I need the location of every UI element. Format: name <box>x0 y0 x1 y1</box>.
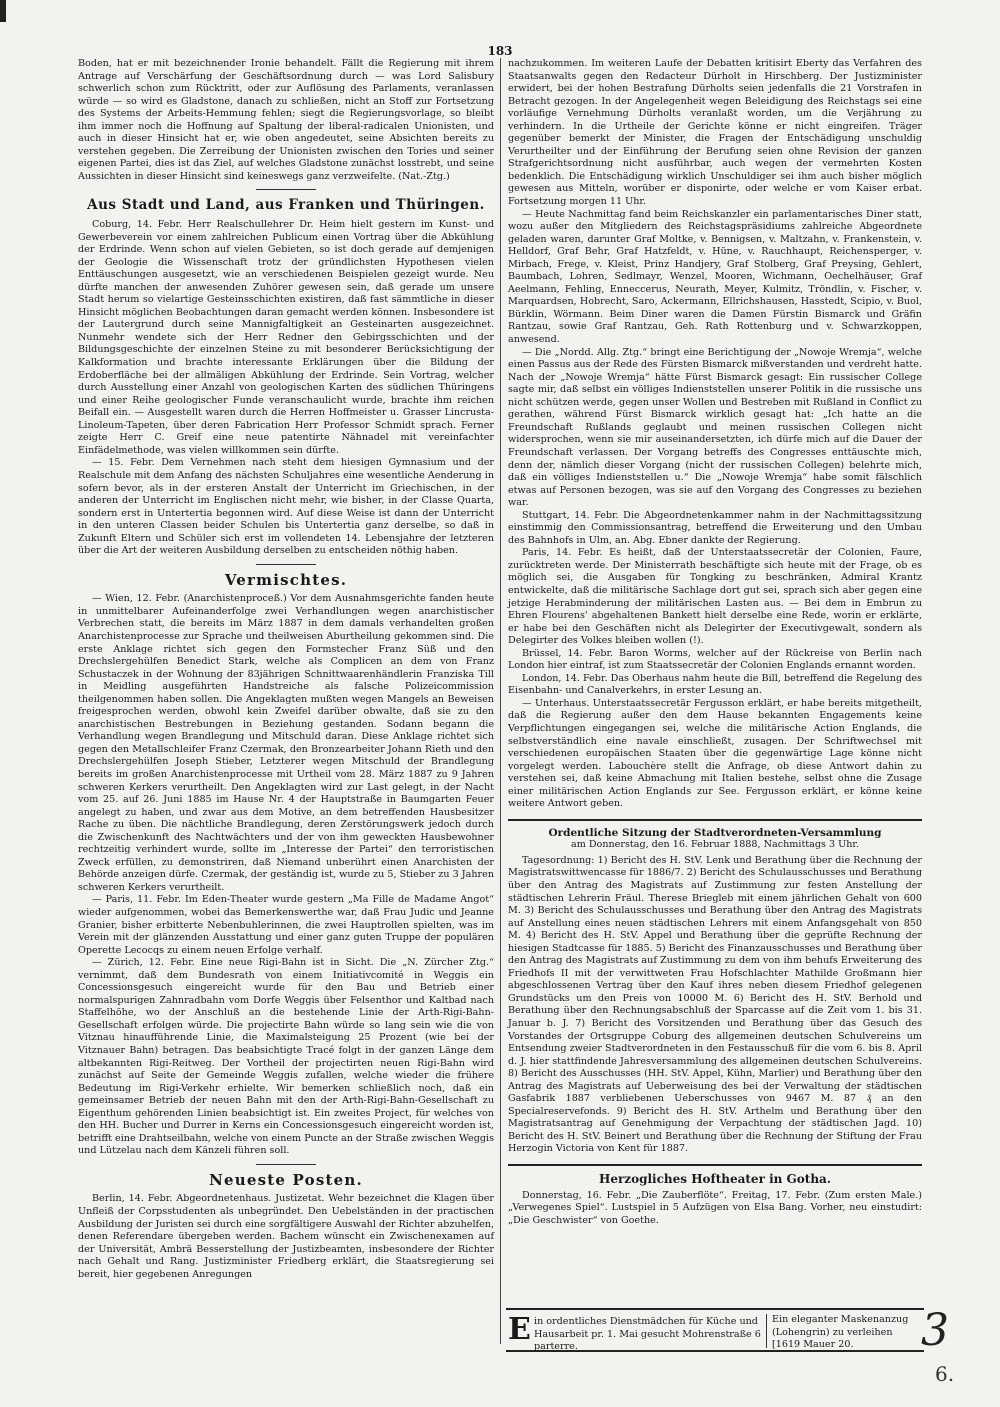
classified-ads <box>506 1308 924 1352</box>
ad-maskenanzug: Ein eleganter Maskenanzug (Lohengrin) zu verleihen [1619 Mauer 20. <box>772 1314 909 1351</box>
page-number: 183 <box>487 44 513 58</box>
article-berlin-continued: nachzukommen. Im weiteren Laufe der Debatten kritisirt Eberty das Verfahren des Staatsanwalts gegen den Redacteur Dürholt in Hirschberg. Der Justizminister erwidert, bei der hohen Bestrafung Dürholts seien jedenfalls die 21 Vorstrafen in Betracht gezogen. In der Angelegenheit wegen Beleidigung des Reichstags sei eine vorläufige Vernehmung Dürholts veranlaßt worden, um die Verjährung zu verhindern. In die Urtheile der Gerichte könne er nicht eingreifen. Träger gegenüber bemerkt der Minister, die Fragen der Entschädigung unschuldig Verurtheilter und der Einführung der Berufung seien ohne Revision der ganzen Strafgerichtsordnung nicht ausführbar, auch wegen der vermehrten Kosten bedenklich. Die Entschädigung wirklich Unschuldiger sei ihm auch bisher möglich gewesen aus Mitteln, worüber er disponirte, oder welche er vom Kaiser erbat. Fortsetzung morgen 11 Uhr. <box>508 58 922 208</box>
separator <box>256 564 316 565</box>
article-zuerich: — Zürich, 12. Febr. Eine neue Rigi-Bahn ist in Sicht. Die „N. Zürcher Ztg.“ vernimmt, daß dem Bundesrath von einem Initiativcomité in Weggis ein Concessionsgesuch eingereicht wurde für den Bau und Betrieb einer normalspurigen Zahnradbahn vom Dorfe Weggis über Felsenthor und Kaltbad nach Staffelhöhe, wo der Anschluß an die bestehende Linie der Arth-Rigi-Bahn-Gesellschaft erfolgen würde. Die projectirte Bahn würde so lang sein wie die von Vitznau hinaufführende Linie, die Maximalsteigung 25 Prozent (wie bei der Vitznauer Bahn) betragen. Das beabsichtigte Tracé folgt in der ganzen Länge dem altbekannten Rigi-Reitweg. Der Vortheil der projectirten neuen Rigi-Bahn wird zunächst auf Seite der Gemeinde Weggis zufallen, welche wieder die frühere Bedeutung im Rigi-Verkehr erhielte. Wir bemerken schließlich noch, daß ein gemeinsamer Betrieb der neuen Bahn mit den der Arth-Rigi-Bahn-Gesellschaft zu Eigenthum gehörenden Linien beabsichtigt ist. Ein zweites Project, für welches von den HH. Bucher und Durrer in Kerns ein Concessionsgesuch eingereicht worden ist, betrifft eine Drahtseilbahn, welche von einem Puncte an der Straße zwischen Weggis und Lützelau nach dem Känzeli führen soll. <box>78 957 494 1157</box>
section-heading-neueste-posten: Neueste Posten. <box>209 1170 363 1189</box>
notice-title: Ordentliche Sitzung der Stadtverordneten-Versammlung <box>548 826 882 839</box>
corner-mark: 6. <box>935 1362 955 1386</box>
handwritten-number: 3 <box>921 1305 949 1356</box>
theater-program: Donnerstag, 16. Febr. „Die Zauberflöte“. Freitag, 17. Febr. (Zum ersten Male.) „Verwegenes Spiel“. Lustspiel in 5 Aufzügen von Elsa Bang. Vorher, neu einstudirt: „Die Geschwister“ von Goethe. <box>508 1189 922 1226</box>
separator <box>256 1164 316 1165</box>
column-divider <box>500 58 501 1344</box>
notice-stadtverordneten <box>508 819 922 1156</box>
ad-initial: E <box>508 1312 531 1347</box>
article-berlin-abgeordnetenhaus: Berlin, 14. Febr. Abgeordnetenhaus. Justizetat. Wehr bezeichnet die Klagen über Unfleiß der Corpsstudenten als unbegründet. Den Uebelständen in der practischen Ausbildung der Juristen sei durch eine sorgfältigere Auswahl der Richter abzuhelfen, denen Referendare übergeben werden. Bachem wünscht ein Zwischenexamen auf der Universität, Ambrä Besserstellung der Justizbeamten, insbesondere der Richter nach Gehalt und Rang. Justizminister Friedberg erklärt, die Staatsregierung sei bereit, hier gegebenen Anregungen <box>78 1193 494 1280</box>
article-wien: — Wien, 12. Febr. (Anarchistenproceß.) Vor dem Ausnahmsgerichte fanden heute in unmittelbarer Aufeinanderfolge zwei Verhandlungen wegen anarchistischer Verbrechen statt, die bereits im März 1887 in dem damals verhandelten großen Anarchistenprocesse zur Sprache und theilweisen Aburtheilung gekommen sind. Die erste Anklage richtet sich gegen den Formstecher Franz Süß und den Drechslergehülfen Benedict Stark, welche als Complicen an dem von Franz Schustaczek in der Wohnung der 83jährigen Schnittwaarenhändlerin Franziska Till in Meidling ausgeführten Handstreiche als falsche Polizeicommission theilgenommen haben sollen. Die Angeklagten mußten wegen Mangels an Beweisen freigesprochen werden, obwohl kein Zweifel darüber obwalte, daß sie zu den anarchistischen Bestrebungen in Beziehung gestanden. Sodann begann die Verhandlung wegen Brandlegung und Mitschuld daran. Diese Anklage richtet sich gegen den Metallschleifer Franz Czermak, den Bronzearbeiter Johann Rieth und den Drechslergehülfen Joseph Stieber, Letzterer wegen Mitschuld der Brandlegung bereits im großen Anarchistenprocesse mit Urtheil vom 28. März 1887 zu 9 Jahren schweren Kerkers verurtheilt. Den Angeklagten wird zur Last gelegt, in der Nacht vom 25. auf 26. Juni 1885 im Hause Nr. 4 der Hauptstraße in Baumgarten Feuer angelegt zu haben, und zwar aus dem Motive, an dem betreffenden Hausbesitzer Rache zu üben. Die nächtliche Brandlegung, deren Zerstörungswerk jedoch durch die Zwischenkunft des Nachtwächters und der von ihm geweckten Hausbewohner rechtzeitig verhindert wurde, sollte im „Interesse der Partei“ den terroristischen Zweck erfüllen, zu demonstriren, daß Niemand unberührt einen Anarchisten der Behörde anzeigen dürfe. Czermak, der geständig ist, wurde zu 5, Stieber zu 3 Jahren schweren Kerkers verurtheilt. <box>78 593 494 893</box>
notice-agenda: Tagesordnung: 1) Bericht des H. StV. Lenk und Berathung über die Rechnung der Magistratswittwencasse für 1886/7. 2) Bericht des Schulausschusses und Berathung über den Antrag des Magistrats auf Zustimmung zur festen Anstellung der städtischen Lehrerin Fräul. Therese Briegleb mit einem jährlichen Gehalt von 600 M. 3) Bericht des Schulausschusses und Berathung über den Antrag des Magistrats auf Anstellung eines neuen städtischen Lehrers mit einem Anfangsgehalt von 850 M. 4) Bericht des H. StV. Appel und Berathung über die geprüfte Rechnung der hiesigen Stadtcasse für 1885. 5) Bericht des Finanzausschusses und Berathung über den Antrag des Magistrats auf Zustimmung zu dem von ihm behufs Erweiterung des Friedhofs II mit der verwittweten Frau Hofschlachter Mathilde Großmann hier abgeschlossenen Vertrag über den Kauf ihres neben diesem Friedhof gelegenen Grundstücks um den Preis von 10000 M. 6) Bericht des H. StV. Berhold und Berathung über den Rechnungsabschluß der Sparcasse auf die Zeit vom 1. bis 31. Januar b. J. 7) Bericht des Vorsitzenden und Berathung über das Gesuch des Vorstandes der Ortsgruppe Coburg des allgemeinen deutschen Schulvereins um Entsendung zweier Stadtverordneten in den Festausschuß für die vom 6. bis 8. April d. J. hier stattfindende Jahresversammlung des allgemeinen deutschen Schulvereins. 8) Bericht des Ausschusses (HH. StV. Appel, Kühn, Marlier) und Berathung über den Antrag des Magistrats auf Ueberweisung des bei der Verwaltung der städtischen Gasfabrik 1887 verbliebenen Ueberschusses von 9467 M. 87 ₰ an den Specialreservefonds. 9) Bericht des H. StV. Arthelm und Berathung über den Magistratsantrag auf Genehmigung der Verpachtung der städtischen Jagd. 10) Bericht des H. StV. Beinert und Berathung über die Rechnung der Stiftung der Frau Herzogin Victoria von Kent für 1887. <box>508 854 922 1155</box>
page-edge-mark <box>0 0 6 22</box>
article-bruessel: Brüssel, 14. Febr. Baron Worms, welcher auf der Rückreise von Berlin nach London hier eintraf, ist zum Staatssecretär der Colonien Englands ernannt worden. <box>508 647 922 672</box>
article-stuttgart: Stuttgart, 14. Febr. Die Abgeordnetenkammer nahm in der Nachmittagssitzung einstimmig den Commissionsantrag, betreffend die Erweiterung und den Umbau des Bahnhofs in Ulm, an. Abg. Ebner dankte der Regierung. <box>508 509 922 546</box>
article-paris-colonien: Paris, 14. Febr. Es heißt, daß der Unterstaatssecretär der Colonien, Faure, zurücktreten werde. Der Ministerrath beschäftigte sich heute mit der Frage, ob es möglich sei, die Ausgaben für Tongking zu beschränken, Admiral Krantz entwickelte, daß die militärische Sachlage dort gut sei, sprach sich aber gegen eine jetzige Herabminderung der militärischen Lasten aus. — Bei dem in Embrun zu Ehren Flourens' abgehaltenen Bankett hielt derselbe eine Rede, worin er erklärte, er habe bei den Geschäften nicht als Delegirter der Executivgewalt, sondern als Delegirter des Volkes bleiben wollen (!). <box>508 547 922 647</box>
article-paris-theater: — Paris, 11. Febr. Im Eden-Theater wurde gestern „Ma Fille de Madame Angot“ wieder aufgenommen, wobei das Bemerkenswerthe war, daß Frau Judic und Jeanne Granier, bisher erbitterte Nebenbuhlerinnen, die zwei Hauptrollen spielten, was im Verein mit der glänzenden Ausstattung und einer ganz guten Truppe der populären Operette Lecocqs zu einem neuen Erfolge verhalf. <box>78 894 494 956</box>
article-coburg-schule: — 15. Febr. Dem Vernehmen nach steht dem hiesigen Gymnasium und der Realschule mit dem Anfang des nächsten Schuljahres eine wesentliche Aenderung in sofern bevor, als in der ersteren Anstalt der Unterricht im Griechischen, in der anderen der Unterricht im Englischen nicht mehr, wie bisher, in der Classe Quarta, sondern erst in Untertertia begonnen wird. Auf diese Weise ist dann der Unterricht in den unteren Classen beider Schulen bis Untertertia ganz derselbe, so daß in Zukunft Eltern und Schüler sich erst im vollendeten 14. Lebensjahre der letzteren über die Art der weiteren Ausbildung derselben zu entscheiden nöthig haben. <box>78 457 494 557</box>
separator <box>256 189 316 190</box>
article-reichskanzler-diner: — Heute Nachmittag fand beim Reichskanzler ein parlamentarisches Diner statt, wozu außer den Mitgliedern des Reichstagspräsidiums zahlreiche Abgeordnete geladen waren, darunter Graf Moltke, v. Bennigsen, v. Maltzahn, v. Frankenstein, v. Helldorf, Graf Behr, Graf Hatzfeldt, v. Hüne, v. Rauchhaupt, Reichensperger, v. Mirbach, Frege, v. Kleist, Prinz Handjery, Graf Stolberg, Graf Preysing, Gehlert, Baumbach, Lohren, Sedlmayr, Wenzel, Mooren, Wichmann, Oechelhäuser, Graf Aeelmann, Fehling, Enneccerus, Neurath, Meyer, Kulmitz, Tröndlin, v. Fischer, v. Marquardsen, Hobrecht, Saro, Ackermann, Ellrichshausen, Hasstedt, Scipio, v. Buol, Bürklin, Wörmann. Beim Diner waren die Damen Fürstin Bismarck und Gräfin Rantzau, sowie Graf Rantzau, Geh. Rath Rottenburg und v. Schwarzkoppen, anwesend. <box>508 208 922 346</box>
article-unterhaus: — Unterhaus. Unterstaatssecretär Fergusson erklärt, er habe bereits mitgetheilt, daß die Regierung außer den dem Hause bekannten Engagements keine Verpflichtungen eingegangen sei, welche die militärische Action Englands, die selbstverständlich eine navale einschließt, zusagen. Der Schriftwechsel mit verschiedenen europäischen Staaten über die gegenwärtige Lage könne nicht vorgelegt werden. Labouchère stellt die Anfrage, ob diese Antwort dahin zu verstehen sei, daß keine Abmachung mit Italien bestehe, selbst ohne die Zusage einer militärischen Action Englands zur See. Fergusson erklärt, er könne keine weitere Antwort geben. <box>508 697 922 810</box>
article-gladstone-end: Boden, hat er mit bezeichnender Ironie behandelt. Fällt die Regierung mit ihrem Antrage auf Verschärfung der Geschäftsordnung durch — was Lord Salisbury schwerlich schon zum Rücktritt, oder zur Auflösung des Parlaments, veranlassen würde — so wird es Gladstone, danach zu schließen, nicht an Stoff zur Fortsetzung des Systems der Arbeits-Hemmung fehlen; siegt die Regierungsvorlage, so bleibt ihm immer noch die Hoffnung auf Spaltung der liberal-radicalen Unionisten, und auch in dieser Hinsicht hat er, wie oben angedeutet, seine Absichten bereits zu verstehen gegeben. Die Zerreibung der Unionisten zwischen den Tories und seiner eigenen Partei, dies ist das Ziel, auf welches Gladstone zunächst losstrebt, und seine Aussichten in dieser Hinsicht sind keineswegs ganz verzweifelte. (Nat.-Ztg.) <box>78 58 494 182</box>
article-coburg-vortrag: Coburg, 14. Febr. Herr Realschullehrer Dr. Heim hielt gestern im Kunst- und Gewerbeverein vor einem zahlreichen Publicum einen Vortrag über die Abkühlung der Erdrinde. Wenn schon auf vielen Gebieten, so ist doch gerade auf demjenigen der Geologie die Wissenschaft trotz der gründlichsten Hypothesen vielen Enttäuschungen ausgesetzt, wie an verschiedenen Beispielen gezeigt wurde. Neu dürfte manchen der anwesenden Zuhörer gewesen sein, daß gerade um unsere Stadt herum so vielartige Gesteinsschichten existiren, daß fast sämmtliche in dieser Hinsicht möglichen Beobachtungen daran gemacht werden können. Insbesondere ist der Lautergrund durch seine Mannigfaltigkeit an Gesteinarten ausgezeichnet. Nunmehr wendete sich der Herr Redner den Gebirgsschichten und der Bildungsgeschichte der einzelnen Steine zu mit besonderer Berücksichtigung der Kalkformation und brachte interessante Erklärungen über die Bildung der Erdoberfläche bei der allmäligen Abkühlung der Erdrinde. Sein Vortrag, welcher durch Ausstellung einer Anzahl von geologischen Karten des südlichen Thüringens und einer Reihe geologischer Funde veranschaulicht wurde, brachte ihm reichen Beifall ein. — Ausgestellt waren durch die Herren Hoffmeister u. Grasser Lincrusta-Linoleum-Tapeten, über deren Fabrication Herr Professor Schmidt sprach. Ferner zeigte Herr C. Greif eine neue patentirte Nähnadel mit vereinfachter Einfädelmethode, was vielen willkommen sein dürfte. <box>78 219 494 456</box>
notice-hoftheater <box>508 1164 922 1227</box>
ad-dienstmaedchen-text: in ordentliches Dienstmädchen für Küche und Hausarbeit pr. 1. Mai gesucht Mohrenstraße 6 parterre. <box>534 1316 761 1353</box>
ad-dienstmaedchen <box>506 1312 767 1353</box>
right-column <box>508 58 922 1227</box>
theater-title: Herzogliches Hoftheater in Gotha. <box>598 1172 831 1187</box>
article-nowoje-wremja: — Die „Nordd. Allg. Ztg.“ bringt eine Berichtigung der „Nowoje Wremja“, welche einen Passus aus der Rede des Fürsten Bismarck mißverstanden und verdreht hatte. Nach der „Nowoje Wremja“ hätte Fürst Bismarck gesagt: Ein russischer College sagte mir, daß selbst ein völliges Indienststellen unserer Politik in die russische uns nicht schützen werde, gegen unser Wollen und Bestreben mit Rußland in Conflict zu gerathen, während Fürst Bismarck wirklich gesagt hat: „Ich hatte an die Freundschaft Rußlands geglaubt und meinen russischen Collegen nicht widersprochen, wenn sie mir auseinandersetzten, ich dürfe mich auf die Dauer der Freundschaft verlassen. Der Vorgang betreffs des Congresses enttäuschte mich, denn der, nämlich dieser Vorgang (nicht der russischen Collegen) belehrte mich, daß ein völliges Indienststellen u.“ Die „Nowoje Wremja“ habe somit fälschlich etwas auf Personen bezogen, was sie auf den Vorgang des Congresses zu beziehen war. <box>508 346 922 509</box>
article-london: London, 14. Febr. Das Oberhaus nahm heute die Bill, betreffend die Regelung des Eisenbahn- und Canalverkehrs, in erster Lesung an. <box>508 672 922 697</box>
notice-date: am Donnerstag, den 16. Februar 1888, Nachmittags 3 Uhr. <box>570 839 859 851</box>
section-heading-vermischtes: Vermischtes. <box>224 570 348 589</box>
section-heading-stadt-land: Aus Stadt und Land, aus Franken und Thüringen. <box>87 197 485 214</box>
left-column <box>78 58 494 1281</box>
